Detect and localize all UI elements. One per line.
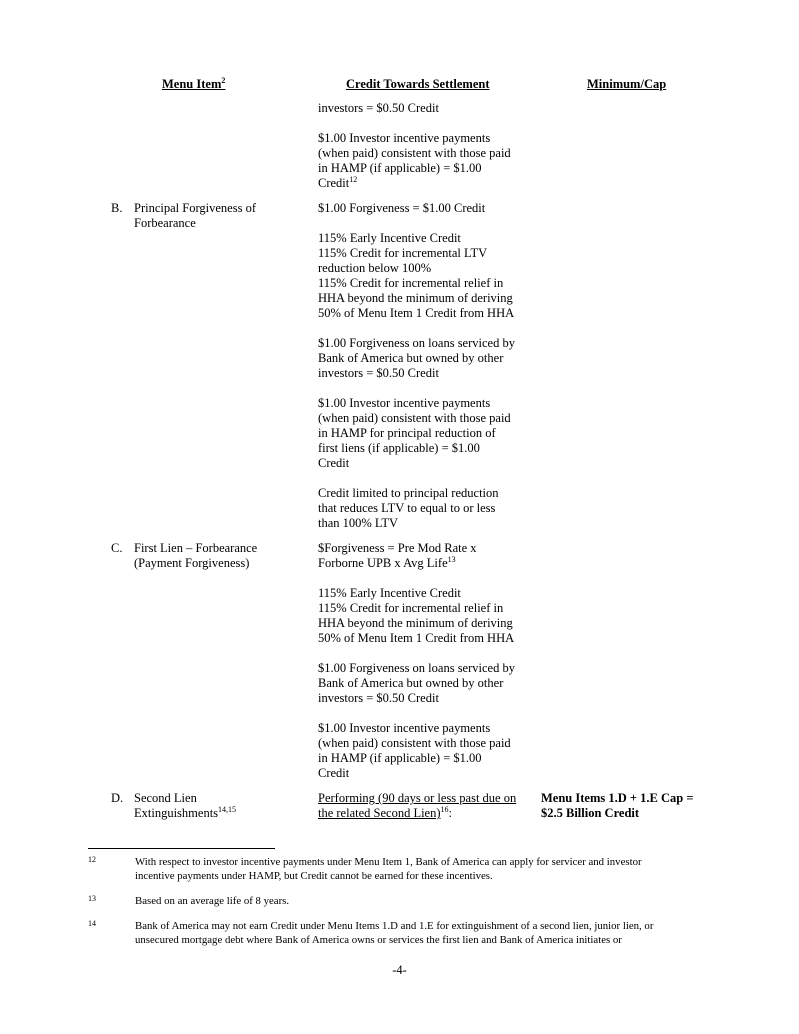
item-d-credit-block <box>318 791 533 821</box>
footnote-number: 13 <box>88 894 96 903</box>
item-label: Principal Forgiveness of Forbearance <box>134 201 256 230</box>
credit-line: $1.00 Forgiveness on loans serviced by <box>318 661 515 675</box>
credit-line: (when paid) consistent with those paid <box>318 411 511 425</box>
credit-line: in HAMP for principal reduction of <box>318 426 496 440</box>
page-number: -4- <box>392 963 407 977</box>
credit-line: Bank of America but owned by other <box>318 351 504 365</box>
footnote-text: Based on an average life of 8 years. <box>135 895 290 907</box>
credit-line: 115% Early Incentive Credit <box>318 586 461 600</box>
credit-line: first liens (if applicable) = $1.00 <box>318 441 480 455</box>
credit-line: (when paid) consistent with those paid <box>318 146 511 160</box>
footnote-divider <box>88 848 275 849</box>
credit-line: 115% Early Incentive Credit <box>318 231 461 245</box>
credit-line: $1.00 Investor incentive payments <box>318 131 491 145</box>
credit-line: $1.00 Forgiveness = $1.00 Credit <box>318 201 486 215</box>
credit-line: Forborne UPB x Avg Life$^{13}$ <box>318 555 456 570</box>
credit-line: $1.00 Investor incentive payments <box>318 721 491 735</box>
item-label: Second Lien Extinguishments$^{14,15}$ <box>134 791 237 820</box>
footnote-text: With respect to investor incentive payments under Menu Item 1, Bank of America can apply for servicer and investor incentive payments under HAMP, but Credit cannot be earned for these incentives. <box>135 856 642 882</box>
item-letter: D. <box>111 791 124 805</box>
credit-line: investors = $0.50 Credit <box>318 366 439 380</box>
credit-spacer <box>318 116 533 131</box>
item-label: First Lien – Forbearance (Payment Forgiveness) <box>134 541 258 570</box>
credit-line: $1.00 Investor incentive payments <box>318 396 491 410</box>
credit-line: $Forgiveness = Pre Mod Rate x <box>318 541 477 555</box>
item-b-credit-block <box>318 201 533 531</box>
credit-line: Credit <box>318 766 350 780</box>
credit-line: in HAMP (if applicable) = $1.00 <box>318 161 482 175</box>
credit-line: Credit <box>318 456 350 470</box>
header-credit: Credit Towards Settlement <box>346 77 490 91</box>
credit-line: in HAMP (if applicable) = $1.00 <box>318 751 482 765</box>
credit-line: that reduces LTV to equal to or less <box>318 501 496 515</box>
credit-line: the related Second Lien)$^{16}$: <box>318 805 453 820</box>
header-minimum-cap: Minimum/Cap <box>587 77 667 91</box>
item-c-credit-block <box>318 541 533 781</box>
item-d-cap: Menu Items 1.D + 1.E Cap = $2.5 Billion Credit <box>541 791 694 820</box>
credit-line: 115% Credit for incremental LTV <box>318 246 488 260</box>
credit-line: HHA beyond the minimum of deriving <box>318 291 513 305</box>
credit-line: Performing (90 days or less past due on <box>318 791 517 805</box>
credit-line: (when paid) consistent with those paid <box>318 736 511 750</box>
credit-line: 50% of Menu Item 1 Credit from HHA <box>318 631 515 645</box>
credit-line: than 100% LTV <box>318 516 399 530</box>
credit-line: 115% Credit for incremental relief in <box>318 276 504 290</box>
credit-line: Bank of America but owned by other <box>318 676 504 690</box>
credit-line: reduction below 100% <box>318 261 432 275</box>
credit-line: HHA beyond the minimum of deriving <box>318 616 513 630</box>
footnote-number: 12 <box>88 855 96 864</box>
item-letter: B. <box>111 201 123 215</box>
item-letter: C. <box>111 541 123 555</box>
credit-line: Credit limited to principal reduction <box>318 486 499 500</box>
credit-line: Credit$^{12}$ <box>318 175 358 190</box>
footnote-text: Bank of America may not earn Credit under Menu Items 1.D and 1.E for extinguishment of a second lien, junior lien, or unsecured mortgage debt where Bank of America owns or services the first lien and Bank of America initiates or <box>135 920 654 946</box>
footnote-number: 14 <box>88 919 96 928</box>
credit-line: investors = $0.50 Credit <box>318 101 439 115</box>
credit-line: 115% Credit for incremental relief in <box>318 601 504 615</box>
credit-line: 50% of Menu Item 1 Credit from HHA <box>318 306 515 320</box>
credit-line: $1.00 Forgiveness on loans serviced by <box>318 336 515 350</box>
credit-line: investors = $0.50 Credit <box>318 691 439 705</box>
continuation-credit-block <box>318 101 533 191</box>
header-menu-item: Menu Item$^2$ <box>162 76 226 91</box>
